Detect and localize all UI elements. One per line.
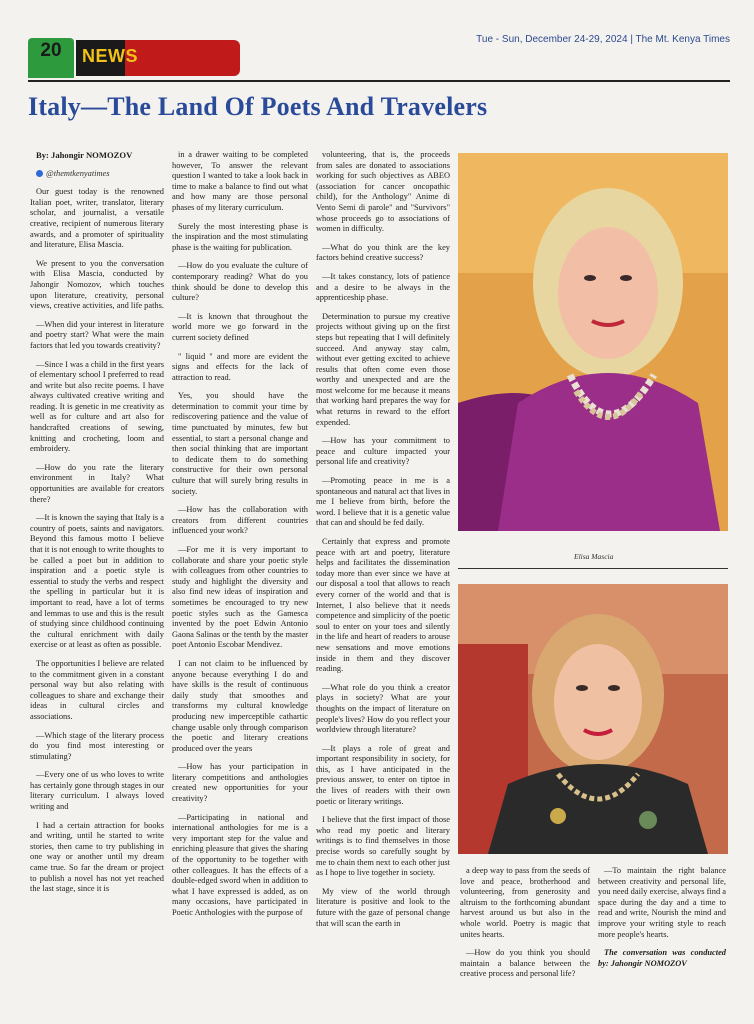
paragraph: —How do you evaluate the culture of contemporary reading? What do you think should be done to develop this culture? <box>172 261 308 303</box>
portrait-photo-2 <box>458 584 728 854</box>
paragraph: in a drawer waiting to be completed however, To answer the relevant question I wanted to take a look back in time to make a balance to find out what and how many are those personal phases of my literary curriculum. <box>172 150 308 212</box>
portrait-photo-1 <box>458 153 728 531</box>
paragraph: —Since I was a child in the first years of elementary school I preferred to read and write but also recite poems. I have always cultivated creative writing and reading. It is genetic in me creativity as well as for culture and art also for handcrafted creations of sewing, knitting and crocheting, loom and embroidery. <box>30 359 164 454</box>
paragraph: We present to you the conversation with Elisa Mascia, conducted by Jahongir Nomozov, which touches upon literature, creativity, personal views, creative activities, and life paths. <box>30 258 164 311</box>
paragraph: —For me it is very important to collaborate and share your poetic style with colleagues from other countries to study and highlight the diversity and also find new ideas of inspiration and sometimes be encouraged to try new poetic styles such as the Gamesca invented by the poet Edwin Antonio Gaona Salinas or the tenth by the master poet Antonio Escobar Mendivez. <box>172 545 308 650</box>
paragraph: a deep way to pass from the seeds of love and peace, brotherhood and volunteering, from generosity and altruism to the forthcoming abundant harvest around us but also in the whole world. Poetry is magic that unites hearts. <box>460 866 590 939</box>
paragraph: —How has the collaboration with creators from different countries influenced your work? <box>172 505 308 536</box>
paragraph: I can not claim to be influenced by anyone because everything I do and have skills is the result of continuous daily study that smoothes and transforms my cultural knowledge producing new imperceptible cathartic change usable only through comparison the poetic and literary creations produced over the years <box>172 658 308 753</box>
col5-body <box>598 866 726 940</box>
photo-caption: Elisa Mascia <box>574 552 614 561</box>
paragraph: Yes, you should have the determination to commit your time by rediscovering patience and the value of time punctuated by minutes, few but essential, to start a personal change and then social thinking that are important to dedicate them to do something constructive for their own personal culture that will surely bring results in society. <box>172 391 308 496</box>
paragraph: —How do you think you should maintain a balance between the creative process and personal life? <box>460 948 590 979</box>
social-icon <box>36 170 43 177</box>
paragraph: Determination to pursue my creative projects without giving up on the first steps but repeating that I will definitely succeed. And anyway stay calm, without ever getting excited to achieve results that often come even those worthy and unexpected and are the most welcome for me because it means that working hard prepares the way for what returns in reward to the effort expended. <box>316 311 450 427</box>
byline: By: Jahongir NOMOZOV <box>36 150 133 160</box>
social-handle <box>30 169 164 180</box>
article-column-5 <box>598 866 726 977</box>
paragraph: —What do you think are the key factors behind creative success? <box>316 242 450 263</box>
paragraph: —How has your participation in literary competitions and anthologies created new opportunities for your creativity? <box>172 762 308 804</box>
col1-body <box>30 187 164 895</box>
article-headline: Italy—The Land Of Poets And Travelers <box>28 92 488 121</box>
paragraph: Our guest today is the renowned Italian poet, writer, translator, literary scholar, and journalist, a versatile creative, recipient of numerous literary awards, and a promoter of spirituality and literature, Elisa Mascia. <box>30 187 164 250</box>
paragraph: —How has your commitment to peace and culture impacted your personal life and creativity? <box>316 436 450 467</box>
paragraph: —How do you rate the literary environment in Italy? What opportunities are available for creators there? <box>30 462 164 504</box>
paragraph: " liquid " and more are evident the signs and effects for the lack of attraction to read. <box>172 351 308 382</box>
caption-rule <box>458 568 728 569</box>
section-label: NEWS <box>82 46 138 66</box>
paragraph: The opportunities I believe are related to the commitment given in a constant personal way but also relating with colleagues to share and exchange their ideas in cultural circles and associations. <box>30 658 164 721</box>
paragraph: My view of the world through literature is positive and look to the future with the gaze of personal change that will scan the earth in <box>316 886 450 928</box>
paragraph: volunteering, that is, the proceeds from sales are donated to associations working for such objectives as ABEO (association for cancer oncopathic child), for the Anthology" Anime di Vento Semi di parole" and "Survivors" whose proceeds go to associations of women in difficulty. <box>316 150 450 234</box>
paragraph: —What role do you think a creator plays in society? What are your thoughts on the impact of literature on people's lives? How do you reflect your worldview through literature? <box>316 682 450 735</box>
paragraph: Surely the most interesting phase is the inspiration and the most stimulating phase is the waiting for publication. <box>172 221 308 252</box>
paragraph: —It is known the saying that Italy is a country of poets, saints and navigators. Beyond this famous motto I believe that it is not enough to write thoughts to be called a poet but in addition to inspiration and a poetic style is essential to study the verbs and respect the spelling in particular but it is important to read, have a lot of terms and lemmas to use and this is the result of studying since childhood continuing the cultural enrichment with daily exercise or at least as often as possible. <box>30 513 164 650</box>
col4-body <box>460 866 590 980</box>
paragraph: —It is known that throughout the world more we go forward in the current society defined <box>172 311 308 342</box>
article-column-3 <box>316 150 450 937</box>
paragraph: I believe that the first impact of those who read my poetic and literary writings is to find themselves in those precise words so carefully sought by me to chain them next to each other just as I hope to live together in society. <box>316 815 450 878</box>
header-rule <box>28 80 730 82</box>
paragraph: —Which stage of the literary process do you find most interesting or stimulating? <box>30 730 164 761</box>
paragraph: —Every one of us who loves to write has certainly gone through stages in our literary curriculum. I always loved writing and <box>30 770 164 812</box>
paragraph: —To maintain the right balance between creativity and personal life, you need daily exercise, always find a space during the day and a time to read and write, Nourish the mind and improve your writing style to reach more people's hearts. <box>598 866 726 939</box>
paragraph: —Participating in national and international anthologies for me is a very important step for the value and enriching pleasure that gives the sharing of the opportunity to be together with other colleagues. It has the effects of a double-edged sword when in addition to what I have expressed is added, as on many occasions, have participated in Poetic Anthologies with the purpose of <box>172 812 308 917</box>
article-column-1 <box>30 150 164 903</box>
paragraph: —It plays a role of great and important responsibility in society, for this, as I have anticipated in the previous answer, to enter on tiptoe in the lives of readers with their own poetic or literary writings. <box>316 743 450 806</box>
handle-text: @themtkenyatimes <box>46 168 110 178</box>
closing-credit: The conversation was conducted by: Jahongir NOMOZOV <box>598 948 726 968</box>
paragraph: —Promoting peace in me is a spontaneous and natural act that lives in me I believe from birth, before the word. I believe that it is a genetic value that can and should be fed daily. <box>316 476 450 528</box>
article-column-2 <box>172 150 308 927</box>
paragraph: —When did your interest in literature and poetry start? What were the main factors that led you towards creativity? <box>30 319 164 350</box>
paragraph: —It takes constancy, lots of patience and a desire to be always in the apprenticeship phase. <box>316 271 450 303</box>
paragraph: Certainly that express and promote peace with art and poetry, literature helps and facilitates the dissemination today more than ever since we have at our disposal a tool that allows to reach every corner of the world and that is Internet, I also believe that it needs competence and simplicity of the poetic soul to enter on your toes and silently in the life and heart of readers to arouse new sensations and move emotions inside in them and they discover reading. <box>316 537 450 674</box>
dateline: Tue - Sun, December 24-29, 2024 | The Mt. Kenya Times <box>476 34 730 45</box>
col2-body <box>172 150 308 919</box>
article-column-4 <box>460 866 590 988</box>
page-number: 20 <box>40 40 62 61</box>
col3-body <box>316 150 450 929</box>
paragraph: I had a certain attraction for books and writing, until he started to write stories, then came to try publishing in one way or another until my dream came true. So far the dream or project to publish a novel has not yet reached the last stage, since it is <box>30 820 164 894</box>
